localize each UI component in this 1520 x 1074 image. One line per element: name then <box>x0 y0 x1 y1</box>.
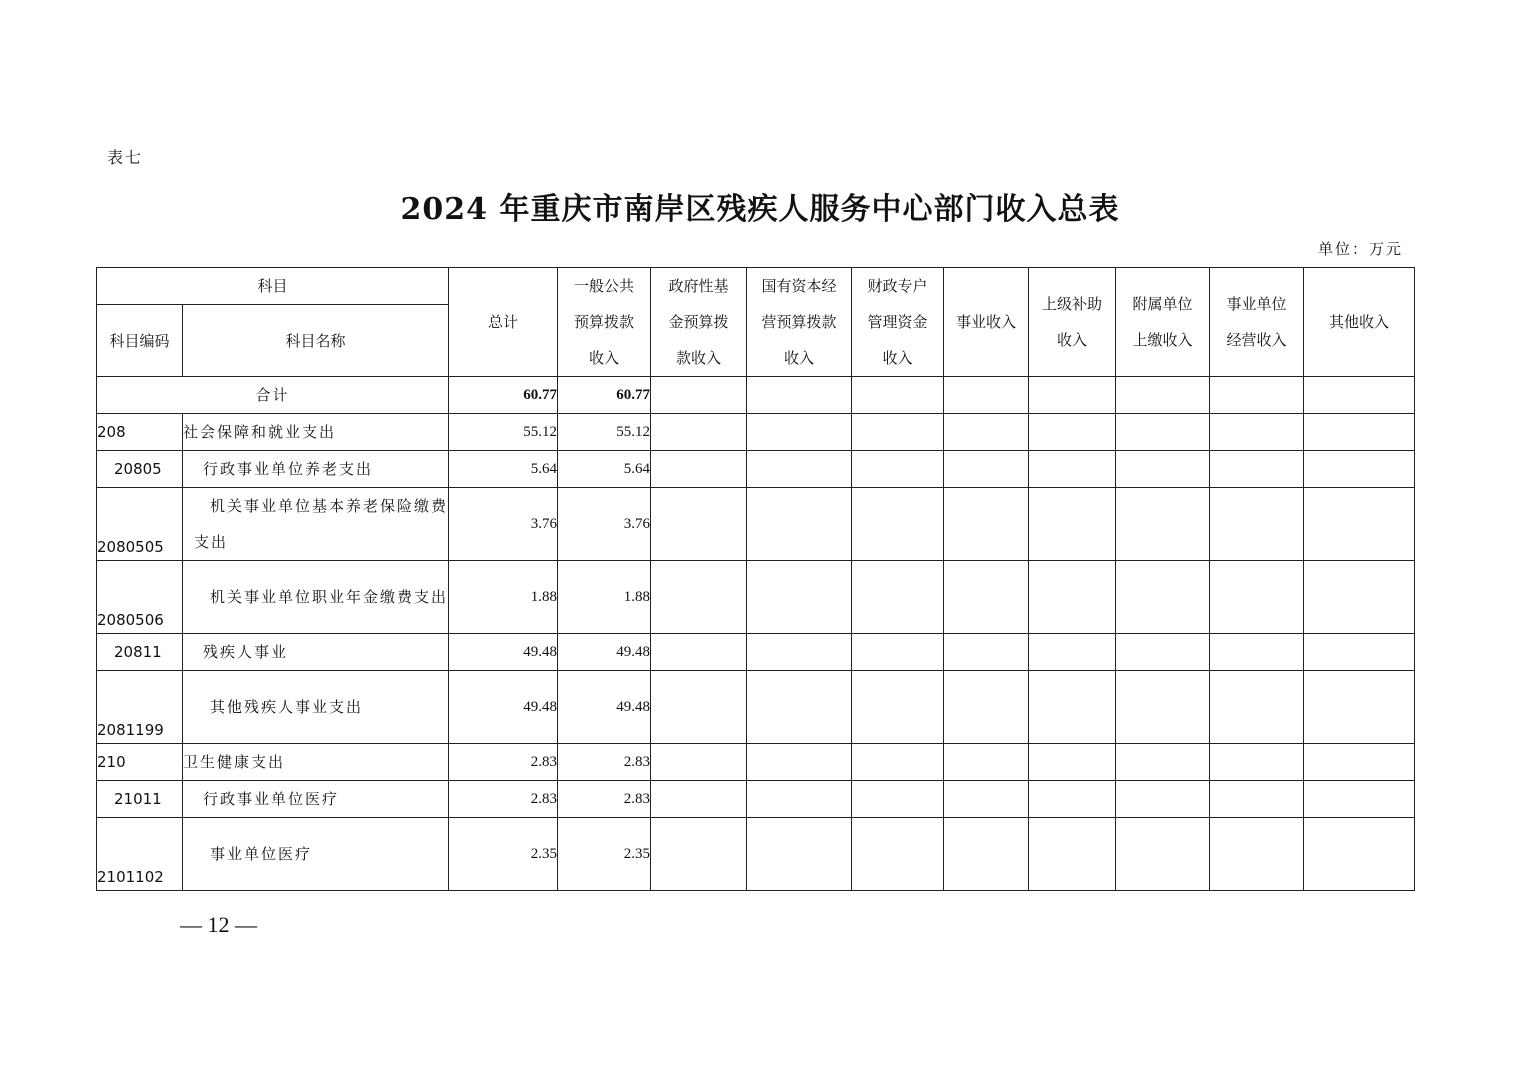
row-name: 事业单位医疗 <box>183 818 449 891</box>
row-code: 21011 <box>97 781 183 818</box>
header-subject: 科目 <box>97 268 449 305</box>
table-row <box>97 671 1415 744</box>
header-subject-code: 科目编码 <box>97 305 183 377</box>
header-state-capital: 国有资本经 营预算拨款 收入 <box>747 268 852 377</box>
header-total: 总计 <box>449 268 558 377</box>
row-name: 残疾人事业 <box>183 634 449 671</box>
table-row <box>97 488 1415 561</box>
row-name: 行政事业单位养老支出 <box>183 451 449 488</box>
row-code: 20805 <box>97 451 183 488</box>
row-general-budget: 2.83 <box>558 744 651 781</box>
row-name: 机关事业单位职业年金缴费支出 <box>183 561 449 634</box>
table-row <box>97 414 1415 451</box>
row-name-line-1: 机关事业单位基本养老保险缴费 <box>210 497 449 515</box>
row-code: 208 <box>97 414 183 451</box>
row-name: 社会保障和就业支出 <box>183 414 449 451</box>
header-other-income: 其他收入 <box>1304 268 1415 377</box>
page-number: — 12 — <box>180 912 257 937</box>
row-general-budget: 2.83 <box>558 781 651 818</box>
row-code: 2081199 <box>97 671 183 744</box>
total-row <box>97 377 1415 414</box>
header-business-operation: 事业单位 经营收入 <box>1210 268 1304 377</box>
unit-label: 单位：万元 <box>1317 240 1403 258</box>
row-general-budget: 5.64 <box>558 451 651 488</box>
row-general-budget: 49.48 <box>558 634 651 671</box>
table-row <box>97 451 1415 488</box>
table-label: 表七 <box>107 148 144 167</box>
header-affiliated-remit: 附属单位 上缴收入 <box>1116 268 1210 377</box>
row-code: 210 <box>97 744 183 781</box>
row-general-budget: 55.12 <box>558 414 651 451</box>
row-general-budget: 1.88 <box>558 561 651 634</box>
header-fiscal-special: 财政专户 管理资金 收入 <box>852 268 944 377</box>
row-total: 2.83 <box>449 744 558 781</box>
row-total: 5.64 <box>449 451 558 488</box>
table-row <box>97 744 1415 781</box>
income-summary-table <box>96 267 1415 891</box>
table-row <box>97 561 1415 634</box>
table-row <box>97 818 1415 891</box>
row-total: 49.48 <box>449 634 558 671</box>
row-general-budget: 49.48 <box>558 671 651 744</box>
total-value: 60.77 <box>449 377 558 414</box>
total-general-budget: 60.77 <box>558 377 651 414</box>
total-label: 合计 <box>97 377 449 414</box>
header-superior-subsidy: 上级补助 收入 <box>1029 268 1116 377</box>
row-code: 2080506 <box>97 561 183 634</box>
row-total: 55.12 <box>449 414 558 451</box>
table-row <box>97 781 1415 818</box>
row-name: 行政事业单位医疗 <box>183 781 449 818</box>
row-name-line-2: 支出 <box>194 533 229 551</box>
row-name: 卫生健康支出 <box>183 744 449 781</box>
row-name: 其他残疾人事业支出 <box>183 671 449 744</box>
row-code: 2101102 <box>97 818 183 891</box>
row-code: 20811 <box>97 634 183 671</box>
header-business-income: 事业收入 <box>944 268 1029 377</box>
header-general-budget: 一般公共 预算拨款 收入 <box>558 268 651 377</box>
header-subject-name: 科目名称 <box>183 305 449 377</box>
table-row <box>97 634 1415 671</box>
row-general-budget: 3.76 <box>558 488 651 561</box>
table-header <box>97 268 1415 377</box>
header-gov-fund: 政府性基 金预算拨 款收入 <box>651 268 747 377</box>
row-total: 2.35 <box>449 818 558 891</box>
row-code: 2080505 <box>97 488 183 561</box>
row-total: 3.76 <box>449 488 558 561</box>
row-general-budget: 2.35 <box>558 818 651 891</box>
row-total: 2.83 <box>449 781 558 818</box>
row-total: 1.88 <box>449 561 558 634</box>
row-total: 49.48 <box>449 671 558 744</box>
row-name <box>183 488 449 561</box>
document-title: 2024 年重庆市南岸区残疾人服务中心部门收入总表 <box>400 192 1120 227</box>
